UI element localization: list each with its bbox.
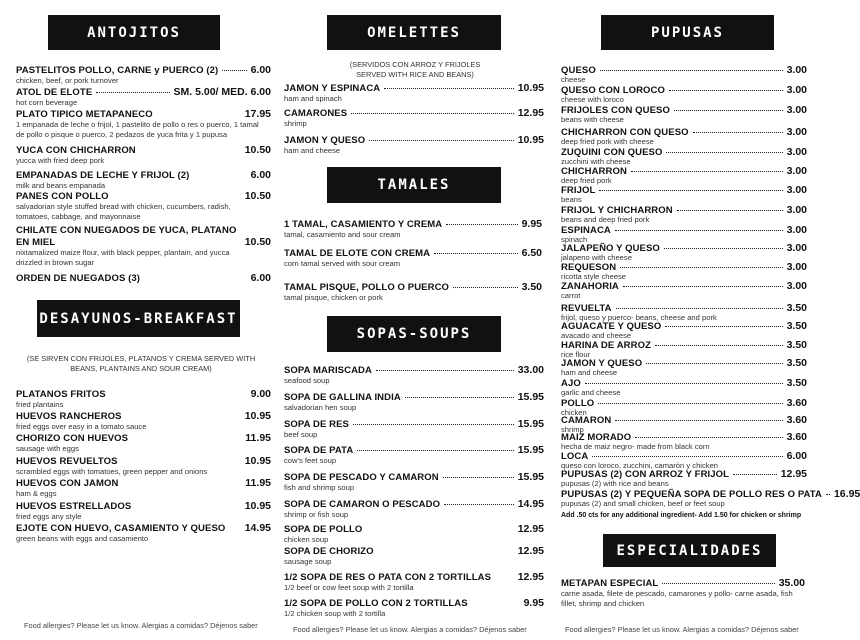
tamales-title: TAMALES	[377, 177, 451, 193]
item-desc: seafood soup	[284, 376, 330, 385]
item-price: 10.95	[244, 410, 271, 422]
menu-item	[284, 597, 544, 619]
menu-item	[16, 86, 271, 108]
item-name: ESPINACA	[561, 225, 611, 236]
item-price: 3.00	[786, 184, 807, 196]
item-desc: 1/2 beef or cow feet soup with 2 tortilla	[284, 583, 414, 592]
allergy-footer: Food allergies? Please let us know. Alergias a comidas? Déjenos saber	[565, 625, 799, 634]
menu-item	[561, 184, 807, 204]
item-price: 6.50	[521, 247, 542, 259]
item-desc: beans with cheese	[561, 115, 624, 124]
item-desc: cheese with loroco	[561, 95, 624, 104]
item-desc: shrimp	[284, 119, 307, 128]
menu-item	[16, 190, 271, 222]
item-desc: hot corn beverage	[16, 98, 78, 107]
antojitos-header	[48, 15, 220, 50]
item-price: 3.50	[521, 281, 542, 293]
menu-item	[561, 204, 807, 224]
item-desc: yucca with fried deep pork	[16, 156, 105, 165]
item-name: HARINA DE ARROZ	[561, 340, 651, 351]
item-name: YUCA CON CHICHARRON	[16, 145, 136, 156]
item-name: REVUELTA	[561, 303, 612, 314]
menu-item	[284, 571, 544, 593]
item-price: 15.95	[517, 391, 544, 403]
item-desc: ham and spinach	[284, 94, 342, 103]
omelettes-note: (SERVIDOS CON ARROZ Y FRIJOLES SERVED WITH RICE AND BEANS)	[349, 60, 481, 79]
item-name: QUESO	[561, 65, 596, 76]
menu-item	[16, 522, 271, 544]
menu-item	[561, 104, 807, 124]
menu-item	[561, 577, 805, 609]
item-price: 14.95	[244, 522, 271, 534]
item-desc: chicken soup	[284, 535, 329, 544]
item-price: 12.95	[517, 523, 544, 535]
menu-item	[561, 488, 860, 508]
item-price: 6.00	[250, 64, 271, 76]
item-desc: zucchini with cheese	[561, 157, 631, 166]
item-price: 11.95	[245, 432, 271, 444]
item-desc: ham & eggs	[16, 489, 57, 498]
item-desc: fried plantains	[16, 400, 64, 409]
item-name: JAMON Y ESPINACA	[284, 83, 381, 94]
item-desc: ham and cheese	[561, 368, 618, 377]
item-price: 10.95	[517, 134, 544, 146]
item-desc: deep fried pork	[561, 176, 612, 185]
item-price: 3.50	[786, 377, 807, 389]
menu-item	[16, 144, 271, 166]
menu-item	[16, 64, 271, 86]
item-price: 3.00	[786, 104, 807, 116]
item-name: CHORIZO CON HUEVOS	[16, 433, 129, 444]
item-desc: shrimp or fish soup	[284, 510, 349, 519]
item-price: 15.95	[517, 418, 544, 430]
pupusas-title: PUPUSAS	[650, 24, 724, 41]
item-name: JAMON Y QUESO	[561, 358, 643, 369]
item-name: SOPA DE CHORIZO	[284, 546, 374, 557]
menu-item	[561, 280, 807, 300]
item-desc: beef soup	[284, 430, 318, 439]
item-name: EMPANADAS DE LECHE Y FRIJOL (2)	[16, 170, 190, 181]
item-desc: avacado and cheese	[561, 331, 632, 340]
item-price: 3.00	[786, 224, 807, 236]
item-price: 3.60	[786, 431, 807, 443]
item-name: HUEVOS ESTRELLADOS	[16, 501, 132, 512]
menu-item	[561, 357, 807, 377]
item-desc: beans and deep fried pork	[561, 215, 650, 224]
menu-item	[284, 391, 544, 413]
item-desc: 1/2 chicken soup with 2 tortilla	[284, 609, 386, 618]
pupusas-header	[601, 15, 774, 50]
item-desc: green beans with eggs and casamiento	[16, 534, 149, 543]
item-price: 3.60	[786, 397, 807, 409]
item-price: 6.00	[786, 450, 807, 462]
item-name: HUEVOS CON JAMON	[16, 478, 119, 489]
item-name: CHICHARRON	[561, 166, 627, 177]
allergy-footer: Food allergies? Please let us know. Alergias a comidas? Déjenos saber	[293, 625, 527, 634]
menu-item	[561, 224, 807, 244]
item-price: 3.00	[786, 126, 807, 138]
item-price: 14.95	[517, 498, 544, 510]
item-price: 6.00	[250, 169, 271, 181]
item-desc: ham and cheese	[284, 146, 341, 155]
item-price: 9.95	[523, 597, 544, 609]
item-price: 3.00	[786, 146, 807, 158]
item-desc: garlic and cheese	[561, 388, 621, 397]
item-name: TAMAL PISQUE, POLLO O PUERCO	[284, 282, 450, 293]
menu-item	[284, 364, 544, 386]
item-desc: pupusas (2) and small chicken, beef or feet soup	[561, 499, 725, 508]
item-desc: nixtamalized maize flour, with black pepper, plantain, and yucca drizzled in brown sugar	[16, 248, 230, 267]
item-name: SOPA DE PESCADO Y CAMARON	[284, 472, 439, 483]
item-name: REQUESON	[561, 262, 617, 273]
menu-item	[284, 444, 544, 466]
item-desc: queso con loroco, zucchini, camarón y chicken	[561, 461, 719, 470]
item-name: SOPA DE PATA	[284, 445, 354, 456]
item-desc: pupusas (2) with rice and beans	[561, 479, 669, 488]
desayunos-title: DESAYUNOS-BREAKFAST	[39, 310, 238, 327]
menu-item	[284, 498, 544, 520]
menu-item	[284, 107, 544, 129]
menu-item	[284, 247, 542, 269]
item-price: 3.00	[786, 242, 807, 254]
item-name: QUESO CON LOROCO	[561, 85, 665, 96]
item-price: 12.95	[517, 107, 544, 119]
item-name: ZANAHORIA	[561, 281, 619, 292]
item-desc: fried eggs any style	[16, 512, 82, 521]
item-price: 15.95	[517, 471, 544, 483]
item-price: 3.00	[786, 280, 807, 292]
item-desc: 1 empanada de leche o frijol, 1 pastelito de pollo o res o puerco, 1 tamal de pollo o pisque o puerco, 2 pedazos de yuca frita y 1 pupusa	[16, 120, 259, 139]
item-desc: deep fried pork with cheese	[561, 137, 654, 146]
allergy-footer: Food allergies? Please let us know. Alergias a comidas? Déjenos saber	[24, 621, 258, 630]
especialidades-title: ESPECIALIDADES	[616, 542, 763, 559]
item-desc: rice flour	[561, 350, 591, 359]
menu-item	[561, 431, 807, 451]
item-price: 16.95	[833, 488, 860, 500]
item-price: 9.00	[250, 388, 271, 400]
item-price: 10.50	[244, 144, 271, 156]
item-price: 15.95	[517, 444, 544, 456]
menu-item	[284, 281, 542, 303]
sopas-header	[327, 316, 501, 352]
menu-item	[561, 261, 807, 281]
menu-item	[561, 146, 807, 166]
item-name: SOPA DE POLLO	[284, 524, 363, 535]
menu-item	[561, 242, 807, 262]
desayunos-header	[37, 300, 240, 337]
item-price: 10.95	[244, 455, 271, 467]
item-name: POLLO	[561, 398, 595, 409]
menu-item	[561, 165, 807, 185]
item-price: 10.95	[517, 82, 544, 94]
item-name: HUEVOS REVUELTOS	[16, 456, 118, 467]
item-desc: sausage with eggs	[16, 444, 79, 453]
item-name: ATOL DE ELOTE	[16, 87, 93, 98]
item-desc: tamal pisque, chicken or pork	[284, 293, 383, 302]
item-price: 12.95	[780, 468, 807, 480]
item-name: LOCA	[561, 451, 589, 462]
item-price: 3.50	[786, 302, 807, 314]
item-name: MAIZ MORADO	[561, 432, 632, 443]
item-name: SOPA DE RES	[284, 419, 349, 430]
item-name: ORDEN DE NUEGADOS (3)	[16, 273, 141, 284]
menu-item	[16, 410, 271, 432]
item-name-cont: EN MIEL	[16, 237, 56, 248]
omelettes-title: OMELETTES	[367, 24, 461, 41]
menu-item	[284, 545, 544, 567]
item-price: 10.50	[244, 190, 271, 202]
item-price: 12.95	[517, 571, 544, 583]
item-price: 3.00	[786, 64, 807, 76]
item-desc: corn tamal served with sour cream	[284, 259, 401, 268]
item-name: CAMARON	[561, 415, 612, 426]
item-desc: scrambled eggs with tomatoes, green pepper and onions	[16, 467, 208, 476]
especialidades-header	[603, 534, 776, 567]
omelettes-header	[327, 15, 501, 50]
item-name: FRIJOL Y CHICHARRON	[561, 205, 673, 216]
item-desc: frijol, queso y puerco- beans, cheese and pork	[561, 313, 717, 322]
item-desc: ricotta style cheese	[561, 272, 626, 281]
item-name: PLATANOS FRITOS	[16, 389, 106, 400]
item-desc: cow's feet soup	[284, 456, 337, 465]
item-name: PLATO TIPICO METAPANECO	[16, 109, 153, 120]
item-name: JALAPEÑO Y QUESO	[561, 243, 660, 254]
item-name: CAMARONES	[284, 108, 348, 119]
item-desc: chicken, beef, or pork turnover	[16, 76, 119, 85]
item-name: SOPA MARISCADA	[284, 365, 372, 376]
item-name: CHILATE CON NUEGADOS DE YUCA, PLATANO	[16, 225, 237, 236]
menu-item	[284, 418, 544, 440]
menu-item	[561, 339, 807, 359]
item-name: PUPUSAS (2) Y PEQUEÑA SOPA DE POLLO RES O PATA	[561, 489, 822, 500]
item-desc: jalapeno with cheese	[561, 253, 632, 262]
desayunos-note: (SE SIRVEN CON FRIJOLES, PLATANOS Y CREMA SERVED WITH BEANS, PLANTAINS AND SOUR CREAM)	[26, 354, 256, 373]
menu-item	[561, 302, 807, 322]
item-name: 1/2 SOPA DE POLLO CON 2 TORTILLAS	[284, 598, 468, 609]
item-name: FRIJOLES CON QUESO	[561, 105, 670, 116]
menu-item	[16, 225, 271, 268]
item-price: 3.00	[786, 261, 807, 273]
menu-item	[561, 84, 807, 104]
item-name: TAMAL DE ELOTE CON CREMA	[284, 248, 431, 259]
item-name: ZUQUINI CON QUESO	[561, 147, 663, 158]
item-desc: carrot	[561, 291, 581, 300]
item-desc: salvadorian hen soup	[284, 403, 357, 412]
menu-item	[16, 272, 271, 284]
item-price: 12.95	[517, 545, 544, 557]
item-desc: shrimp	[561, 425, 584, 434]
menu-item	[561, 126, 807, 146]
item-name: PANES CON POLLO	[16, 191, 109, 202]
menu-item	[284, 134, 544, 156]
menu-item	[561, 320, 807, 340]
item-name: METAPAN ESPECIAL	[561, 578, 659, 589]
item-price: 3.50	[786, 357, 807, 369]
item-desc: beans	[561, 195, 582, 204]
item-name: SOPA DE CAMARON O PESCADO	[284, 499, 441, 510]
pupusas-addon-note: Add .50 cts for any additional ingredient- Add 1.50 for chicken or shrimp	[561, 512, 802, 519]
item-price: 3.60	[786, 414, 807, 426]
item-name: HUEVOS RANCHEROS	[16, 411, 122, 422]
item-name: SOPA DE GALLINA INDIA	[284, 392, 401, 403]
item-price: 3.50	[786, 339, 807, 351]
item-name: FRIJOL	[561, 185, 596, 196]
menu-item	[284, 523, 544, 545]
item-name: 1/2 SOPA DE RES O PATA CON 2 TORTILLAS	[284, 572, 492, 583]
menu-item	[561, 377, 807, 397]
menu-item	[16, 455, 271, 477]
item-price: 3.00	[786, 165, 807, 177]
menu-item	[16, 477, 271, 499]
tamales-header	[327, 167, 501, 203]
item-desc: fish and shrimp soup	[284, 483, 355, 492]
item-price: 11.95	[245, 477, 271, 489]
item-name: JAMON Y QUESO	[284, 135, 366, 146]
item-desc: cheese	[561, 75, 586, 84]
item-price: 33.00	[517, 364, 544, 376]
menu-item	[284, 471, 544, 493]
menu-item	[561, 64, 807, 84]
menu-item	[16, 432, 271, 454]
item-price: 3.00	[786, 204, 807, 216]
item-name: 1 TAMAL, CASAMIENTO Y CREMA	[284, 219, 443, 230]
item-desc: fried eggs over easy in a tomato sauce	[16, 422, 147, 431]
item-desc: chicken	[561, 408, 587, 417]
item-price: SM. 5.00/ MED. 6.00	[173, 86, 271, 98]
item-price: 6.00	[250, 272, 271, 284]
item-price: 35.00	[778, 577, 805, 589]
item-desc: sausage soup	[284, 557, 332, 566]
item-name: CHICHARRON CON QUESO	[561, 127, 689, 138]
item-name: AJO	[561, 378, 581, 389]
antojitos-title: ANTOJITOS	[87, 24, 181, 41]
menu-item	[16, 169, 271, 191]
menu-item	[284, 82, 544, 104]
item-desc: salvadorian style stuffed bread with chicken, cucumbers, radish, tomatoes, cabbage, and mayonnaise	[16, 202, 231, 221]
item-price: 10.95	[244, 500, 271, 512]
menu-item	[16, 388, 271, 410]
item-desc: carne asada, filete de pescado, camarones y pollo- carne asada, fish fillet, shrimp and chicken	[561, 589, 793, 608]
item-desc: spinach	[561, 235, 588, 244]
item-name: AGUACATE Y QUESO	[561, 321, 662, 332]
item-price: 3.00	[786, 84, 807, 96]
menu-item	[284, 218, 542, 240]
item-price: 9.95	[521, 218, 542, 230]
item-desc: hecha de maiz negro- made from black corn	[561, 442, 710, 451]
item-price: 10.50	[244, 236, 271, 248]
item-desc: milk and beans empanada	[16, 181, 106, 190]
menu-item	[561, 450, 807, 470]
item-price: 17.95	[244, 108, 271, 120]
menu-item	[16, 108, 271, 140]
item-price: 3.50	[786, 320, 807, 332]
item-name: PASTELITOS POLLO, CARNE y PUERCO (2)	[16, 65, 219, 76]
item-name: PUPUSAS (2) CON ARROZ Y FRIJOL	[561, 469, 730, 480]
menu-item	[16, 500, 271, 522]
item-desc: tamal, casamiento and sour cream	[284, 230, 401, 239]
menu-item	[561, 468, 807, 488]
item-name: EJOTE CON HUEVO, CASAMIENTO Y QUESO	[16, 523, 226, 534]
sopas-title: SOPAS-SOUPS	[356, 326, 472, 342]
